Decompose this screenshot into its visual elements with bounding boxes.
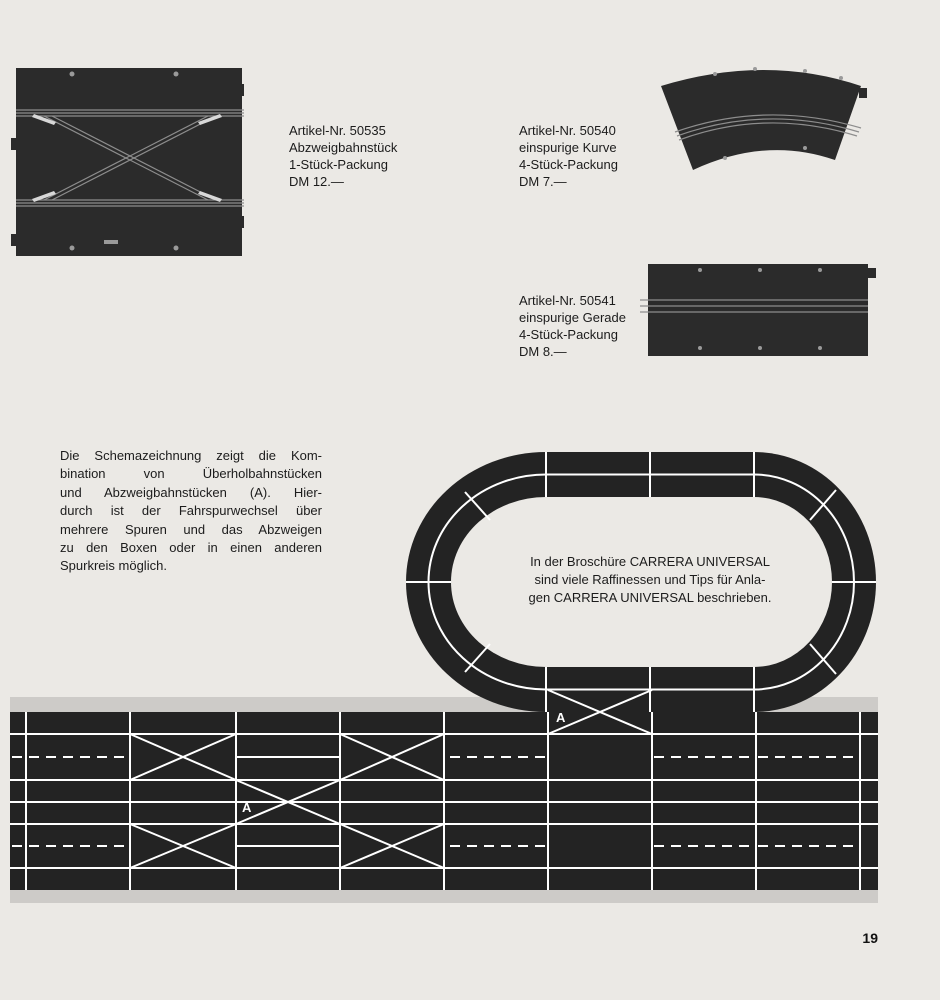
multi-lane-straight [10,690,878,890]
article-number: Artikel-Nr. 50541 [519,293,616,308]
note-line: In der Broschüre CARRERA UNIVERSAL [530,554,770,569]
curve-track-piece-image [655,60,877,180]
broschure-note [490,553,810,607]
description-line: bination von Überholbahnstücken [60,466,322,482]
price: DM 8.— [519,344,567,359]
package-size: 1-Stück-Packung [289,157,388,172]
price: DM 7.— [519,174,567,189]
straight-track-piece-image [640,260,880,360]
description-line: Spurkreis möglich. [60,558,167,574]
note-line: sind viele Raffinessen und Tips für Anla- [534,572,766,587]
branch-marker-a: A [556,710,566,725]
note-line: gen CARRERA UNIVERSAL beschrieben. [528,590,772,605]
description-line: zu den Boxen oder in einen anderen [60,540,322,556]
article-number: Artikel-Nr. 50535 [289,123,386,138]
price: DM 12.— [289,174,344,189]
article-number: Artikel-Nr. 50540 [519,123,616,138]
branch-track-piece-image [8,64,246,260]
product-caption-50535 [289,122,397,190]
track-layout-schematic [0,440,940,910]
package-size: 4-Stück-Packung [519,327,618,342]
product-name: Abzweigbahnstück [289,140,398,155]
product-caption-50541 [519,292,626,360]
product-caption-50540 [519,122,618,190]
description-line: durch ist der Fahrspurwechsel über [60,503,322,519]
package-size: 4-Stück-Packung [519,157,618,172]
description-line: und Abzweigbahnstücken (A). Hier- [60,484,322,500]
description-line: Die Schemazeichnung zeigt die Kom- [60,448,322,463]
description-line: mehrere Spuren und das Abzweigen [60,521,322,537]
page-number: 19 [862,930,878,946]
branch-marker-a: A [242,800,252,815]
product-name: einspurige Gerade [519,310,626,325]
product-name: einspurige Kurve [519,140,617,155]
